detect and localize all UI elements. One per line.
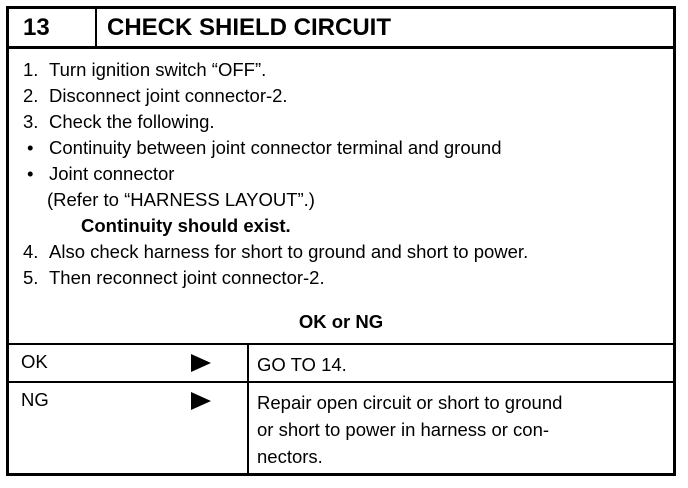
step-4-text: Also check harness for short to ground and short to power. [49,241,529,262]
result-prompt: OK or NG [298,311,384,332]
instruction-step-2 [23,85,288,107]
result-ng-action-line-3: nectors. [257,446,323,467]
bullet-icon: • [27,137,34,158]
instruction-step-1 [23,59,266,81]
step-title: CHECK SHIELD CIRCUIT [107,14,392,41]
step-4-number: 4. [23,241,39,262]
result-ng-label: NG [21,389,49,410]
result-ng-action-line-2: or short to power in harness or con- [257,419,550,440]
step-2-number: 2. [23,85,39,106]
check-item-joint-connector [23,163,174,185]
step-2-text: Disconnect joint connector-2. [49,85,288,106]
reference-note: (Refer to “HARNESS LAYOUT”.) [47,189,315,210]
arrow-right-icon [191,354,211,372]
column-divider [247,383,249,473]
expected-result-note: Continuity should exist. [81,215,291,236]
result-ng-action [257,389,653,470]
instruction-step-5 [23,267,325,289]
bullet-icon: • [27,163,34,184]
step-5-text: Then reconnect joint connector-2. [49,267,325,288]
step-5-number: 5. [23,267,39,288]
result-ng-action-line-1: Repair open circuit or short to ground [257,392,563,413]
result-ok-action: GO TO 14. [257,354,347,375]
step-header [9,9,673,49]
arrow-right-icon [191,392,211,410]
step-3-text: Check the following. [49,111,215,132]
check-item-continuity [23,137,502,159]
instructions-section [9,49,673,345]
step-number: 13 [9,9,97,46]
instruction-step-3 [23,111,215,133]
check-item-continuity-text: Continuity between joint connector terminal and ground [49,137,502,158]
result-ok-label: OK [21,351,48,372]
column-divider [247,345,249,381]
step-1-text: Turn ignition switch “OFF”. [49,59,267,80]
diagnostic-step-card [6,6,676,476]
result-row-ok [9,345,673,383]
result-row-ng [9,383,673,473]
step-1-number: 1. [23,59,39,80]
check-item-joint-connector-text: Joint connector [49,163,175,184]
step-3-number: 3. [23,111,39,132]
instruction-step-4 [23,241,528,263]
